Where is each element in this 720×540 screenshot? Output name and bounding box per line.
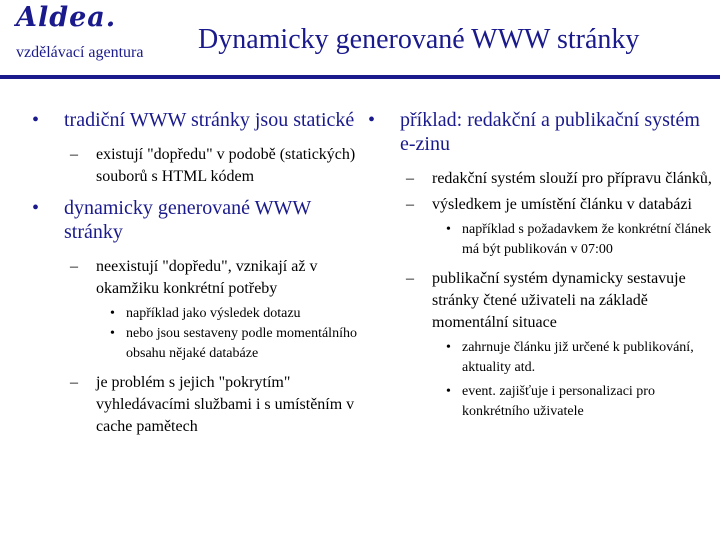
sub-bullet-text: je problém s jejich "pokrytím" vyhledávacími službami i s umístěním v cache pamětech xyxy=(96,374,355,435)
sub-sub-bullet-text: například s požadavkem že konkrétní článek má být publikován v 07:00 xyxy=(462,222,712,257)
sub-sub-bullet-text: například jako výsledek dotazu xyxy=(126,306,301,321)
dash-marker: – xyxy=(70,258,78,275)
sub-sub-bullet-query xyxy=(32,304,368,324)
sub-sub-bullet-text: nebo jsou sestaveny podle momentálního obsahu nějaké databáze xyxy=(126,326,357,361)
bullet-marker: • xyxy=(32,197,40,219)
bullet-text: dynamicky generované WWW stránky xyxy=(64,197,311,243)
dash-marker: – xyxy=(70,374,78,391)
sub-bullet-text: neexistují "dopředu", vznikají až v okamžiku konkrétní potřeby xyxy=(96,258,318,297)
left-column xyxy=(32,108,368,438)
dash-marker: – xyxy=(406,170,414,187)
bullet-static-pages xyxy=(32,108,368,132)
bullet-ezine-example xyxy=(368,108,712,156)
dash-marker: – xyxy=(70,146,78,163)
bullet-marker: • xyxy=(32,109,40,131)
sub-sub-bullet-database xyxy=(32,324,368,364)
sub-sub-bullet-publish-time xyxy=(368,220,712,260)
right-column xyxy=(368,108,712,422)
sub-sub-bullet-personalization xyxy=(368,382,712,422)
bullet-marker: • xyxy=(110,326,115,341)
slide-title: Dynamicky generované WWW stránky xyxy=(198,24,640,55)
logo: Aldea. xyxy=(16,2,117,33)
sub-bullet-text: publikační systém dynamicky sestavuje stránky čtené uživateli na základě momentální situace xyxy=(432,270,686,331)
sub-bullet-text: redakční systém slouží pro přípravu článků, xyxy=(432,170,712,187)
sub-sub-bullet-text: event. zajišťuje i personalizaci pro konkrétního uživatele xyxy=(462,384,655,419)
bullet-marker: • xyxy=(368,109,376,131)
bullet-marker: • xyxy=(446,384,451,399)
title-divider xyxy=(0,75,720,79)
sub-bullet-text: výsledkem je umístění článku v databázi xyxy=(432,196,692,213)
sub-bullet-static-files xyxy=(32,144,368,188)
bullet-text: příklad: redakční a publikační systém e-zinu xyxy=(400,109,700,155)
dash-marker: – xyxy=(406,270,414,287)
sub-bullet-editorial-system xyxy=(368,168,712,190)
bullet-marker: • xyxy=(446,340,451,355)
sub-sub-bullet-articles-news xyxy=(368,338,712,378)
sub-sub-bullet-text: zahrnuje článku již určené k publikování, aktuality atd. xyxy=(462,340,694,375)
bullet-marker: • xyxy=(110,306,115,321)
sub-bullet-on-demand xyxy=(32,256,368,300)
sub-bullet-database-result xyxy=(368,194,712,216)
dash-marker: – xyxy=(406,196,414,213)
bullet-dynamic-pages xyxy=(32,196,368,244)
bullet-marker: • xyxy=(446,222,451,237)
sub-bullet-text: existují "dopředu" v podobě (statických) souborů s HTML kódem xyxy=(96,146,356,185)
bullet-text: tradiční WWW stránky jsou statické xyxy=(64,109,355,131)
sub-bullet-search-cache xyxy=(32,372,368,438)
sub-bullet-publishing-system xyxy=(368,268,712,334)
logo-subtitle: vzdělávací agentura xyxy=(16,44,144,61)
